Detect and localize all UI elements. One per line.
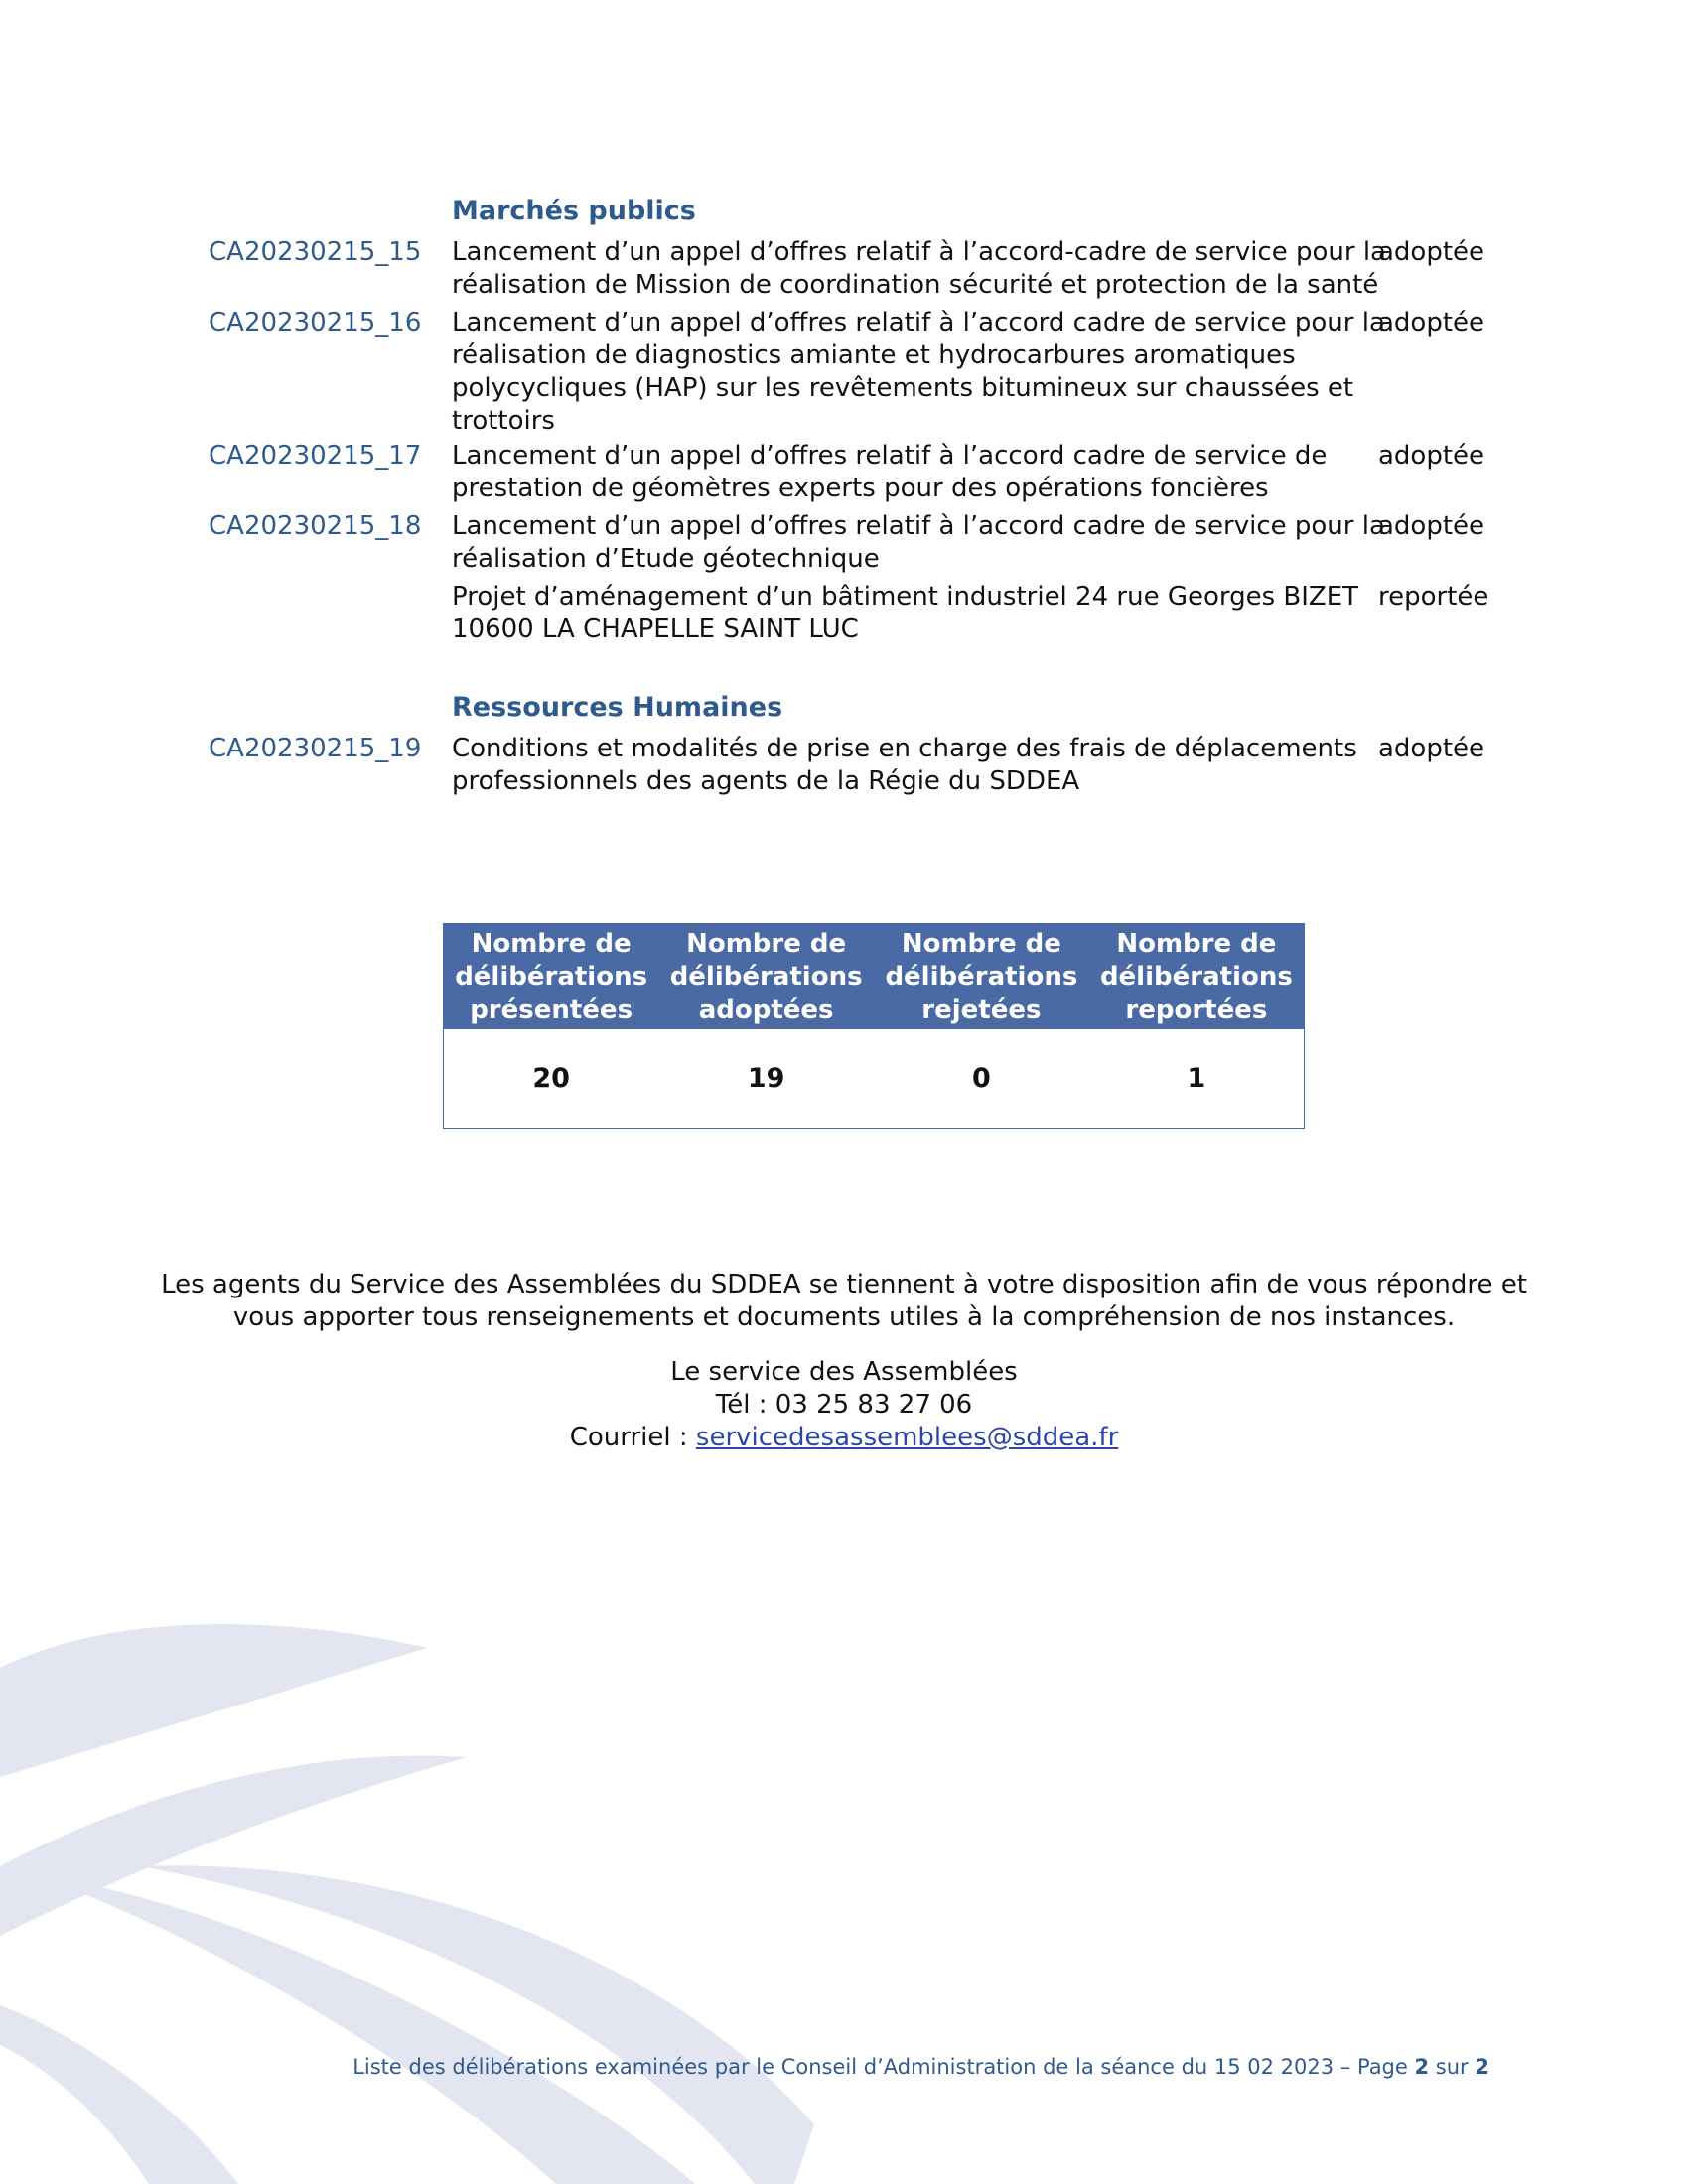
header-line: Nombre de [686, 928, 847, 959]
contact-block [0, 1356, 1688, 1454]
deliberation-status: adoptée [1378, 308, 1485, 338]
header-line: Nombre de [1116, 928, 1277, 959]
deliberation-text-line: Conditions et modalités de prise en charge des frais de déplacements [452, 734, 1357, 763]
deliberation-ref: CA20230215_17 [209, 441, 422, 471]
footer-text: Liste des délibérations examinées par le Conseil d’Administration de la séance du 15 02 2023 – Page [352, 2055, 1415, 2079]
contact-intro-line: Les agents du Service des Assemblées du SDDEA se tiennent à votre disposition afin de vous répondre et [161, 1270, 1527, 1299]
watermark-swoosh-graphic [0, 1608, 894, 2184]
header-line: Nombre de [471, 928, 632, 959]
deliberation-text-line: Lancement d’un appel d’offres relatif à l’accord cadre de service de [452, 441, 1328, 471]
value-rejetees: 0 [874, 1029, 1089, 1129]
contact-email-link[interactable]: servicedesassemblees@sddea.fr [695, 1423, 1119, 1452]
header-line: présentées [470, 994, 633, 1024]
deliberation-text-line: polycycliques (HAP) sur les revêtements bitumineux sur chaussées et [452, 373, 1354, 403]
header-line: rejetées [921, 994, 1042, 1024]
deliberation-text-line: Lancement d’un appel d’offres relatif à l’accord cadre de service pour la [452, 308, 1385, 338]
value-presentees: 20 [444, 1029, 659, 1129]
header-line: délibérations [885, 961, 1078, 992]
contact-service: Le service des Assemblées [670, 1357, 1018, 1387]
header-line: délibérations [1099, 961, 1293, 992]
deliberation-ref: CA20230215_18 [209, 511, 422, 541]
contact-email-label: Courriel : [569, 1423, 696, 1452]
footer-separator: sur [1429, 2055, 1476, 2079]
deliberation-text-line: Lancement d’un appel d’offres relatif à l’accord cadre de service pour la [452, 511, 1385, 541]
deliberations-summary-table [443, 923, 1305, 1129]
deliberation-text-line: Projet d’aménagement d’un bâtiment industriel 24 rue Georges BIZET [452, 582, 1359, 612]
deliberation-text [452, 440, 1336, 505]
header-line: délibérations [669, 961, 863, 992]
section-title-ressources-humaines: Ressources Humaines [452, 692, 783, 723]
deliberation-text-line: réalisation de Mission de coordination sécurité et protection de la santé [452, 270, 1379, 300]
deliberation-text [452, 307, 1385, 438]
deliberation-text [452, 510, 1385, 576]
contact-email-line [0, 1422, 1688, 1454]
value-reportees: 1 [1089, 1029, 1305, 1129]
contact-intro [0, 1269, 1688, 1334]
footer-page-total: 2 [1475, 2055, 1489, 2079]
deliberation-text [452, 581, 1359, 646]
deliberation-text-line: trottoirs [452, 406, 555, 436]
deliberation-status: adoptée [1378, 441, 1485, 471]
deliberation-text-line: réalisation de diagnostics amiante et hydrocarbures aromatiques [452, 341, 1296, 370]
deliberation-text-line: Lancement d’un appel d’offres relatif à l’accord-cadre de service pour la [452, 237, 1386, 267]
header-line: reportées [1125, 994, 1268, 1024]
header-line: Nombre de [901, 928, 1061, 959]
contact-intro-line: vous apporter tous renseignements et documents utiles à la compréhension de nos instances. [232, 1302, 1456, 1332]
deliberation-ref: CA20230215_19 [209, 734, 422, 763]
table-header-row [444, 924, 1305, 1030]
header-rejetees [874, 924, 1089, 1030]
deliberation-status: adoptée [1378, 511, 1485, 541]
deliberation-text-line: professionnels des agents de la Régie du SDDEA [452, 766, 1080, 796]
table-row [444, 1029, 1305, 1129]
value-adoptees: 19 [658, 1029, 874, 1129]
header-line: adoptées [698, 994, 834, 1024]
contact-phone: Tél : 03 25 83 27 06 [715, 1390, 973, 1420]
deliberation-text-line: réalisation d’Etude géotechnique [452, 544, 880, 574]
deliberation-status: reportée [1378, 582, 1489, 612]
header-adoptees [658, 924, 874, 1030]
deliberation-status: adoptée [1378, 237, 1485, 267]
deliberation-text-line: 10600 LA CHAPELLE SAINT LUC [452, 614, 859, 644]
section-title-marches-publics: Marchés publics [452, 196, 696, 226]
header-line: délibérations [455, 961, 648, 992]
deliberation-ref: CA20230215_16 [209, 308, 422, 338]
footer-page-number: 2 [1414, 2055, 1430, 2079]
deliberation-status: adoptée [1378, 734, 1485, 763]
deliberation-text [452, 733, 1357, 798]
header-reportees [1089, 924, 1305, 1030]
deliberation-text [452, 236, 1386, 302]
deliberation-text-line: prestation de géomètres experts pour des opérations foncières [452, 474, 1269, 503]
page-footer [352, 2055, 1489, 2079]
deliberation-ref: CA20230215_15 [209, 237, 422, 267]
header-presentees [444, 924, 659, 1030]
